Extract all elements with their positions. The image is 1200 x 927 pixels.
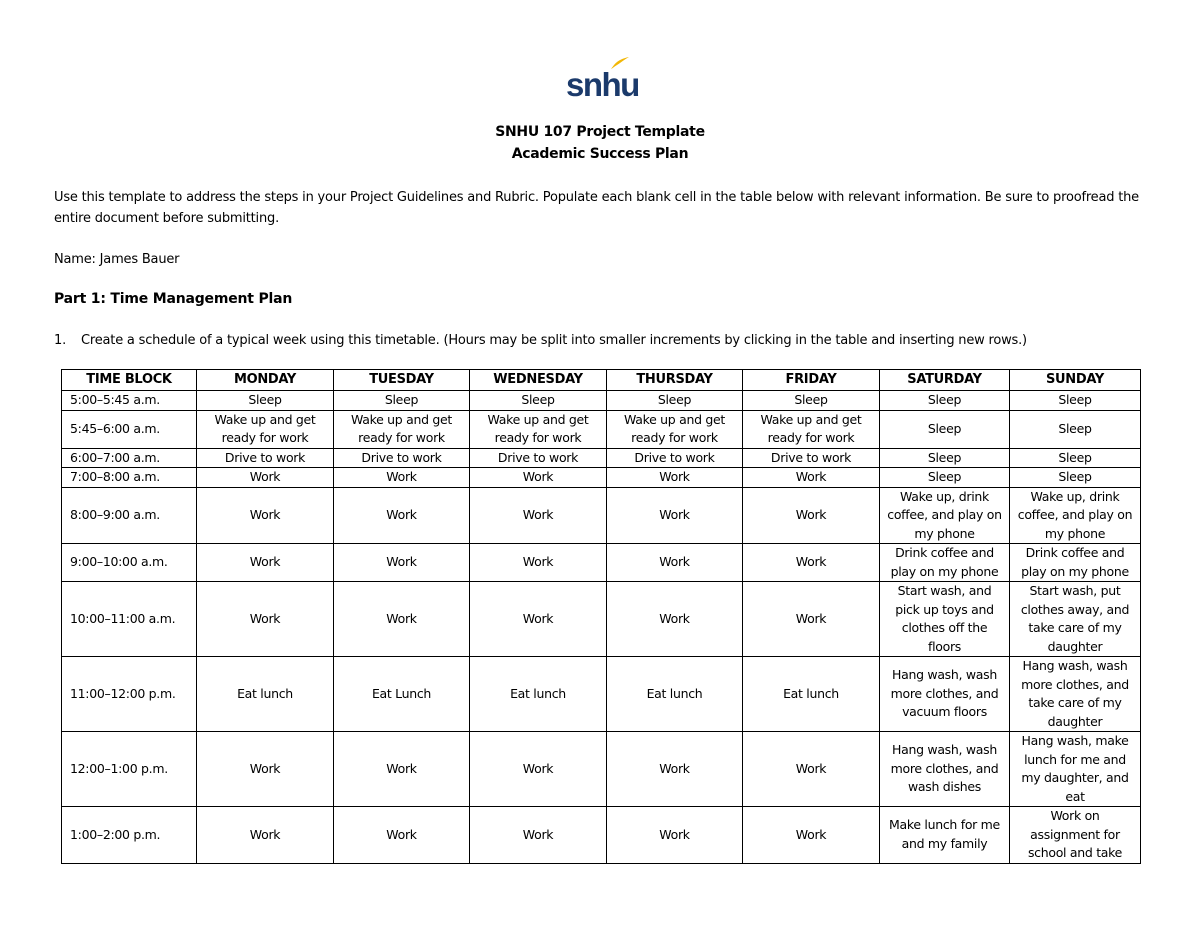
document-title: SNHU 107 Project Template xyxy=(495,124,705,140)
table-row xyxy=(62,448,1141,468)
logo-wordmark: snhu xyxy=(566,66,639,103)
time-block-cell: 8:00–9:00 a.m. xyxy=(62,487,197,544)
document-subtitle: Academic Success Plan xyxy=(511,146,689,162)
schedule-cell: Work xyxy=(334,544,470,582)
schedule-cell: Eat lunch xyxy=(607,657,743,732)
schedule-cell: Work xyxy=(743,487,880,544)
schedule-cell: Start wash, put clothes away, and take care of my daughter xyxy=(1010,582,1141,657)
schedule-cell: Work xyxy=(197,582,334,657)
time-block-cell: 6:00–7:00 a.m. xyxy=(62,448,197,468)
schedule-cell: Work xyxy=(197,544,334,582)
schedule-cell: Wake up and get ready for work xyxy=(197,410,334,448)
header-cell: THURSDAY xyxy=(607,370,743,391)
schedule-cell: Work xyxy=(743,807,880,864)
header-cell: FRIDAY xyxy=(743,370,880,391)
schedule-cell: Hang wash, wash more clothes, and wash dishes xyxy=(880,732,1010,807)
schedule-cell: Work xyxy=(743,544,880,582)
schedule-cell: Wake up, drink coffee, and play on my phone xyxy=(880,487,1010,544)
schedule-cell: Wake up, drink coffee, and play on my phone xyxy=(1010,487,1141,544)
schedule-cell: Work xyxy=(607,468,743,488)
schedule-cell: Work xyxy=(607,544,743,582)
schedule-cell: Sleep xyxy=(1010,448,1141,468)
schedule-cell: Work xyxy=(470,468,607,488)
schedule-cell: Sleep xyxy=(743,391,880,411)
schedule-cell: Start wash, and pick up toys and clothes off the floors xyxy=(880,582,1010,657)
header-cell: TUESDAY xyxy=(334,370,470,391)
table-row xyxy=(62,468,1141,488)
schedule-cell: Drive to work xyxy=(197,448,334,468)
time-block-cell: 12:00–1:00 p.m. xyxy=(62,732,197,807)
schedule-cell: Work xyxy=(334,468,470,488)
schedule-cell: Work xyxy=(470,582,607,657)
schedule-cell: Work xyxy=(607,732,743,807)
schedule-cell: Work xyxy=(197,807,334,864)
weekly-schedule-table xyxy=(61,369,1141,864)
schedule-cell: Wake up and get ready for work xyxy=(607,410,743,448)
schedule-cell: Sleep xyxy=(470,391,607,411)
schedule-cell: Drive to work xyxy=(470,448,607,468)
schedule-cell: Eat lunch xyxy=(197,657,334,732)
table-row xyxy=(62,391,1141,411)
schedule-cell: Work xyxy=(334,732,470,807)
schedule-cell: Drive to work xyxy=(334,448,470,468)
schedule-cell: Work xyxy=(607,487,743,544)
schedule-cell: Sleep xyxy=(1010,468,1141,488)
step-instruction xyxy=(54,330,1154,351)
schedule-cell: Work xyxy=(743,732,880,807)
schedule-cell: Sleep xyxy=(197,391,334,411)
header-row xyxy=(62,370,1141,391)
schedule-cell: Sleep xyxy=(607,391,743,411)
schedule-cell: Work xyxy=(470,732,607,807)
table-row xyxy=(62,487,1141,544)
time-block-cell: 10:00–11:00 a.m. xyxy=(62,582,197,657)
schedule-cell: Drink coffee and play on my phone xyxy=(1010,544,1141,582)
step-number: 1. xyxy=(54,333,67,348)
schedule-cell: Wake up and get ready for work xyxy=(470,410,607,448)
schedule-cell: Work xyxy=(743,468,880,488)
schedule-cell: Sleep xyxy=(1010,410,1141,448)
table-row xyxy=(62,657,1141,732)
header-cell: MONDAY xyxy=(197,370,334,391)
schedule-cell: Hang wash, make lunch for me and my daughter, and eat xyxy=(1010,732,1141,807)
schedule-cell: Sleep xyxy=(1010,391,1141,411)
part-heading: Part 1: Time Management Plan xyxy=(54,291,293,307)
schedule-cell: Sleep xyxy=(880,468,1010,488)
time-block-cell: 7:00–8:00 a.m. xyxy=(62,468,197,488)
schedule-cell: Work xyxy=(607,807,743,864)
table-row xyxy=(62,582,1141,657)
time-block-cell: 5:00–5:45 a.m. xyxy=(62,391,197,411)
schedule-cell: Work xyxy=(197,468,334,488)
header-cell: WEDNESDAY xyxy=(470,370,607,391)
header-cell: TIME BLOCK xyxy=(62,370,197,391)
step-text: Create a schedule of a typical week using this timetable. (Hours may be split into smaller increments by clicking in the table and inserting new rows.) xyxy=(81,333,1027,348)
schedule-cell: Work xyxy=(470,487,607,544)
schedule-cell: Work xyxy=(334,582,470,657)
snhu-logo xyxy=(566,56,639,104)
table-row xyxy=(62,410,1141,448)
schedule-cell: Drive to work xyxy=(743,448,880,468)
schedule-cell: Work on assignment for school and take xyxy=(1010,807,1141,864)
schedule-cell: Work xyxy=(197,487,334,544)
table-row xyxy=(62,732,1141,807)
time-block-cell: 11:00–12:00 p.m. xyxy=(62,657,197,732)
schedule-cell: Wake up and get ready for work xyxy=(743,410,880,448)
time-block-cell: 9:00–10:00 a.m. xyxy=(62,544,197,582)
schedule-cell: Work xyxy=(470,544,607,582)
time-block-cell: 1:00–2:00 p.m. xyxy=(62,807,197,864)
schedule-cell: Sleep xyxy=(334,391,470,411)
student-name: Name: James Bauer xyxy=(54,252,180,267)
intro-paragraph: Use this template to address the steps in your Project Guidelines and Rubric. Populate each blank cell in the table below with relevant information. Be sure to proofread the entire document before submitting. xyxy=(54,190,1139,226)
schedule-cell: Hang wash, wash more clothes, and vacuum floors xyxy=(880,657,1010,732)
schedule-cell: Work xyxy=(607,582,743,657)
schedule-cell: Sleep xyxy=(880,391,1010,411)
table-row xyxy=(62,807,1141,864)
header-cell: SATURDAY xyxy=(880,370,1010,391)
schedule-cell: Eat lunch xyxy=(470,657,607,732)
schedule-cell: Eat lunch xyxy=(743,657,880,732)
schedule-cell: Drink coffee and play on my phone xyxy=(880,544,1010,582)
schedule-cell: Work xyxy=(197,732,334,807)
schedule-cell: Make lunch for me and my family xyxy=(880,807,1010,864)
schedule-cell: Sleep xyxy=(880,448,1010,468)
schedule-cell: Eat Lunch xyxy=(334,657,470,732)
schedule-cell: Work xyxy=(334,487,470,544)
schedule-cell: Work xyxy=(470,807,607,864)
table-row xyxy=(62,544,1141,582)
schedule-cell: Drive to work xyxy=(607,448,743,468)
header-cell: SUNDAY xyxy=(1010,370,1141,391)
time-block-cell: 5:45–6:00 a.m. xyxy=(62,410,197,448)
schedule-cell: Sleep xyxy=(880,410,1010,448)
schedule-cell: Hang wash, wash more clothes, and take care of my daughter xyxy=(1010,657,1141,732)
schedule-cell: Work xyxy=(743,582,880,657)
schedule-cell: Wake up and get ready for work xyxy=(334,410,470,448)
schedule-cell: Work xyxy=(334,807,470,864)
